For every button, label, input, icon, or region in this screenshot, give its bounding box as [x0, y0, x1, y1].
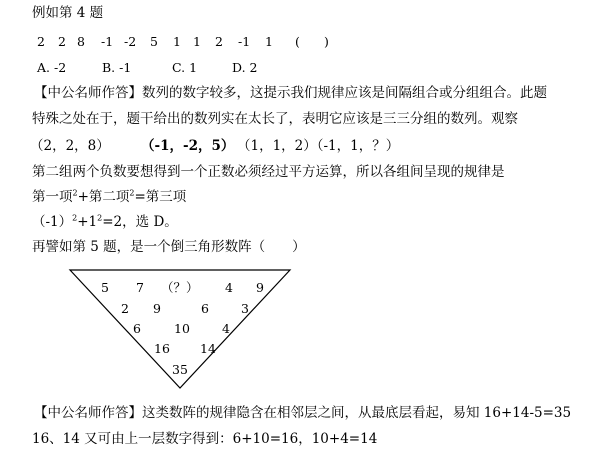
rule-part: 第一项 [32, 189, 73, 205]
option-c: C. 1 [172, 60, 198, 75]
group-2: （-1，-2，5） [141, 138, 235, 154]
seq-item: 1 [193, 34, 201, 49]
rule-part: =第三项 [134, 189, 187, 205]
triangle-number: 4 [222, 321, 230, 336]
seq-item: 2 [215, 34, 223, 49]
seq-item: ( [295, 34, 300, 49]
seq-item: 5 [150, 34, 158, 49]
seq-item: -1 [101, 34, 114, 49]
seq-item: 1 [173, 34, 181, 49]
explanation-1-line-2: 特殊之处在于，题干给出的数列实在太长了，表明它应该是三三分组的数列。观察 [32, 111, 518, 127]
triangle-number: 6 [201, 301, 209, 316]
triangle-number: 2 [121, 301, 129, 316]
seq-item: 8 [77, 34, 85, 49]
answer-part: （-1） [32, 214, 73, 230]
triangle-number: 14 [200, 341, 216, 356]
group-3: （1，1，2） [237, 138, 317, 154]
triangle-number: 3 [241, 301, 249, 316]
triangle-number: 9 [256, 280, 264, 295]
seq-item: 1 [265, 34, 273, 49]
explanation-3-line-1: 【中公名师作答】这类数阵的规律隐含在相邻层之间，从最底层看起，易知 16+14-5=35 [34, 405, 572, 421]
heading-example-5: 再譬如第 5 题，是一个倒三角形数阵（ ） [32, 239, 306, 255]
triangle-number: 16 [154, 341, 170, 356]
triangle-number: 4 [225, 280, 233, 295]
group-4: （-1，1，？） [310, 138, 400, 154]
triangle-number: 7 [136, 280, 144, 295]
explanation-3-line-2: 16、14 又可由上一层数字得到：6+10=16，10+4=14 [32, 431, 378, 447]
triangle-number: 10 [174, 321, 190, 336]
rule-part: +第二项 [77, 189, 130, 205]
answer-exponent: 2 [72, 213, 78, 223]
seq-item: ) [324, 34, 329, 49]
seq-item: 2 [37, 34, 45, 49]
explanation-1-line-1: 【中公名师作答】数列的数字较多，这提示我们规律应该是间隔组合或分组组合。此题 [34, 85, 547, 101]
answer-part: =2，选 D。 [102, 214, 178, 230]
heading-example-4: 例如第 4 题 [32, 5, 104, 21]
triangle-number: 35 [172, 362, 188, 377]
option-d: D. 2 [232, 60, 258, 75]
triangle-number: 5 [101, 280, 109, 295]
triangle-number: 9 [153, 301, 161, 316]
rule-exponent: 2 [72, 188, 78, 198]
answer-exponent: 2 [97, 213, 103, 223]
option-b: B. -1 [102, 60, 132, 75]
option-a: A. -2 [37, 60, 67, 75]
seq-item: -1 [238, 34, 251, 49]
seq-item: 2 [58, 34, 66, 49]
triangle-number: 6 [133, 321, 141, 336]
answer-part: +1 [77, 214, 98, 230]
explanation-2: 第二组两个负数要想得到一个正数必须经过平方运算，所以各组间呈现的规律是 [32, 164, 505, 180]
seq-item: -2 [124, 34, 137, 49]
rule-exponent: 2 [129, 188, 135, 198]
group-1: （2，2，8） [30, 138, 110, 154]
triangle-number: （？） [161, 280, 199, 295]
